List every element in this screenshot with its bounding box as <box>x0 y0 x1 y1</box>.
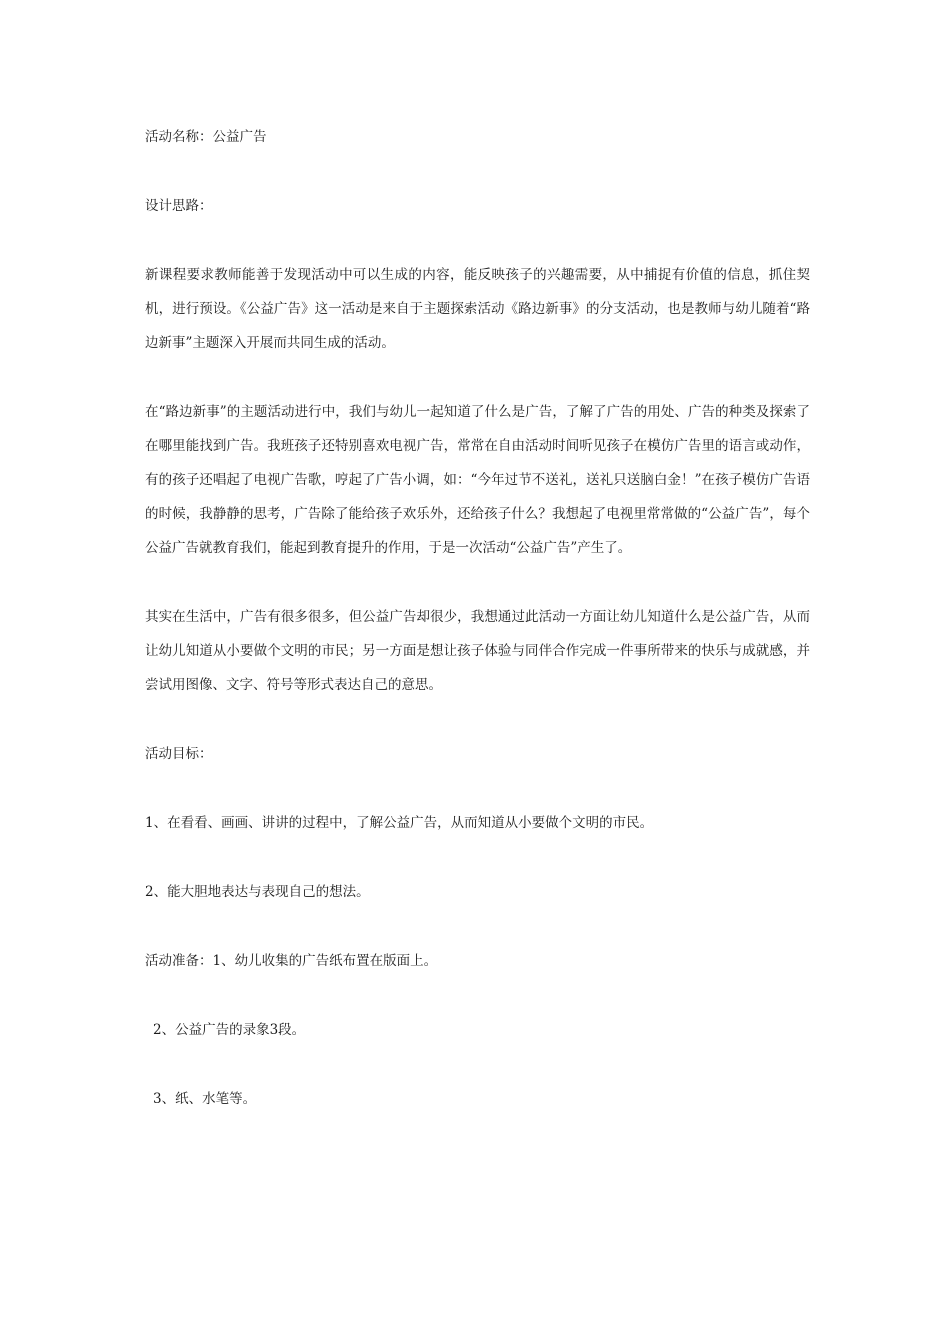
goals-heading: 活动目标： <box>145 746 213 762</box>
goal-item-1: 1、在看看、画画、讲讲的过程中，了解公益广告，从而知道从小要做个文明的市民。 <box>145 815 654 831</box>
goal-item-2: 2、能大胆地表达与表现自己的想法。 <box>145 884 370 900</box>
activity-name: 活动名称：公益广告 <box>145 129 267 145</box>
prep-item-1: 活动准备：1、幼儿收集的广告纸布置在版面上。 <box>145 953 438 969</box>
design-paragraph-1: 新课程要求教师能善于发现活动中可以生成的内容，能反映孩子的兴趣需要，从中捕捉有价值的信息，抓住契机，进行预设。《公益广告》这一活动是来自于主题探索活动《路边新事》的分支活动，也是教师与幼儿随着“路边新事”主题深入开展而共同生成的活动。 <box>145 267 810 351</box>
design-paragraph-2: 在“路边新事”的主题活动进行中，我们与幼儿一起知道了什么是广告，了解了广告的用处、广告的种类及探索了在哪里能找到广告。我班孩子还特别喜欢电视广告，常常在自由活动时间听见孩子在模仿广告里的语言或动作，有的孩子还唱起了电视广告歌，哼起了广告小调，如：“今年过节不送礼，送礼只送脑白金！”在孩子模仿广告语的时候，我静静的思考，广告除了能给孩子欢乐外，还给孩子什么？我想起了电视里常常做的“公益广告”，每个公益广告就教育我们，能起到教育提升的作用，于是一次活动“公益广告”产生了。 <box>145 404 810 556</box>
prep-item-3: 3、纸、水笔等。 <box>153 1091 257 1107</box>
prep-item-2: 2、公益广告的录象3段。 <box>153 1022 306 1038</box>
document-body <box>145 120 810 1116</box>
design-paragraph-3: 其实在生活中，广告有很多很多，但公益广告却很少，我想通过此活动一方面让幼儿知道什么是公益广告，从而让幼儿知道从小要做个文明的市民；另一方面是想让孩子体验与同伴合作完成一件事所带来的快乐与成就感，并尝试用图像、文字、符号等形式表达自己的意思。 <box>145 609 810 693</box>
design-heading: 设计思路： <box>145 198 213 214</box>
